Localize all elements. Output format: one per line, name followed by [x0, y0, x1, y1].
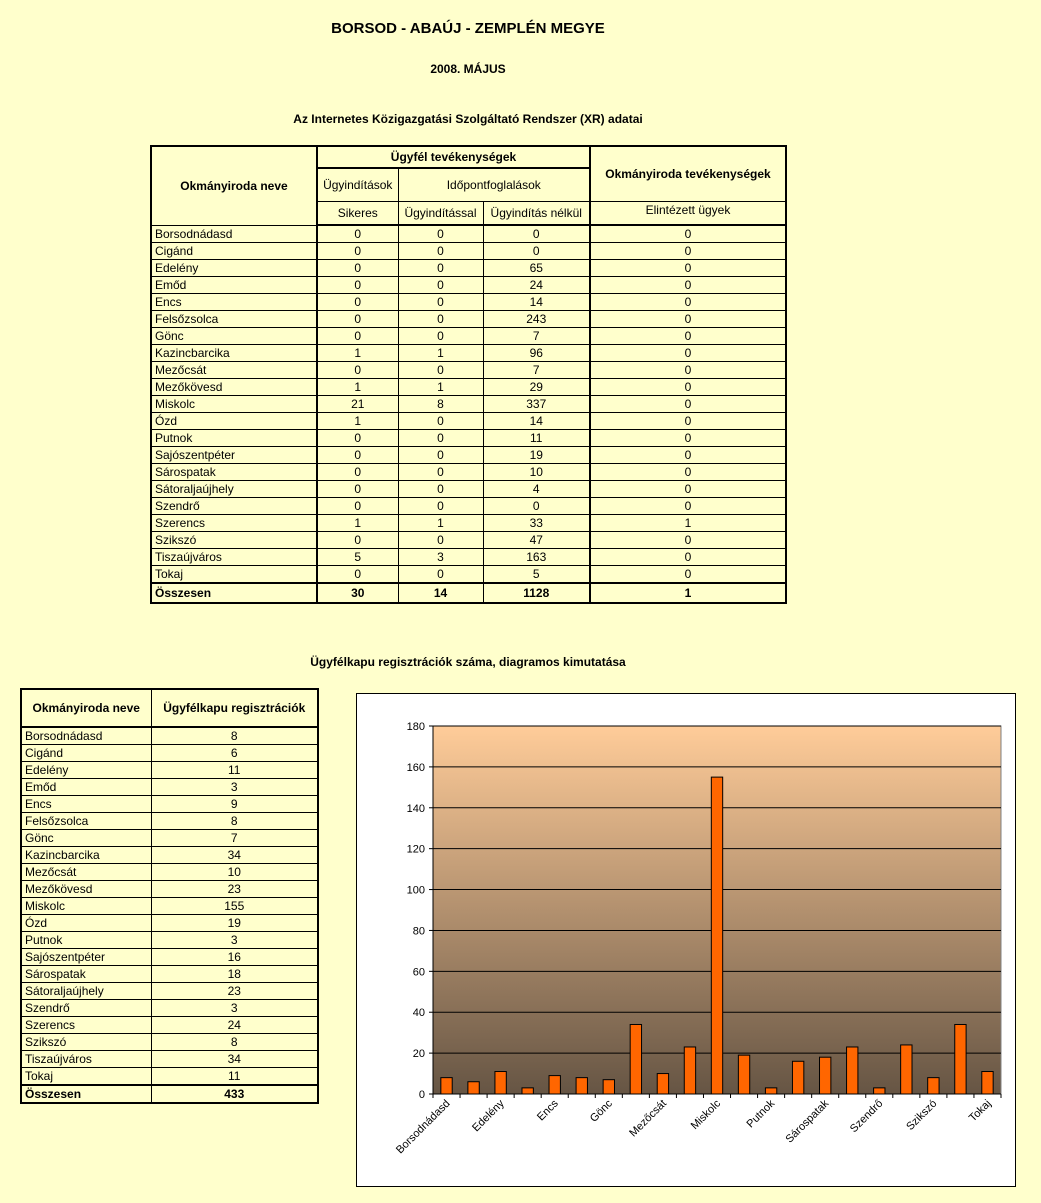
bar-Sárospatak: [820, 1057, 831, 1094]
reg-office-cell: Miskolc: [21, 898, 151, 915]
table-row: [151, 498, 786, 515]
completed-cell: 0: [590, 225, 786, 243]
successful-cell: 0: [317, 498, 398, 515]
office-name-cell: Szendrő: [151, 498, 317, 515]
bar-Kazincbarcika: [630, 1024, 641, 1094]
completed-cell: 0: [590, 345, 786, 362]
reg-office-cell: Edelény: [21, 762, 151, 779]
bar-Ózd: [738, 1055, 749, 1094]
with-submission-cell: 3: [398, 549, 483, 566]
table-row: [21, 898, 318, 915]
without-submission-cell: 14: [483, 294, 590, 311]
bar-Borsodnádasd: [441, 1078, 452, 1094]
reg-office-cell: Szendrő: [21, 1000, 151, 1017]
table-row: [21, 727, 318, 745]
successful-cell: 0: [317, 294, 398, 311]
successful-cell: 0: [317, 277, 398, 294]
completed-cell: 0: [590, 294, 786, 311]
reg-count-cell: 18: [151, 966, 318, 983]
reg-office-cell: Putnok: [21, 932, 151, 949]
without-submission-cell: 14: [483, 413, 590, 430]
with-submission-cell: 0: [398, 566, 483, 584]
reg-count-cell: 34: [151, 847, 318, 864]
reg-count-cell: 34: [151, 1051, 318, 1068]
without-submission-cell: 47: [483, 532, 590, 549]
reg-office-cell: Tiszaújváros: [21, 1051, 151, 1068]
reg-total-label: Összesen: [21, 1085, 151, 1103]
without-submission-cell: 163: [483, 549, 590, 566]
reg-total-value: 433: [151, 1085, 318, 1103]
without-submission-cell: 0: [483, 243, 590, 260]
successful-cell: 0: [317, 464, 398, 481]
office-name-cell: Szerencs: [151, 515, 317, 532]
office-name-cell: Felsőzsolca: [151, 311, 317, 328]
successful-cell: 0: [317, 243, 398, 260]
table-row: [151, 225, 786, 243]
reg-count-cell: 11: [151, 762, 318, 779]
total-row: [151, 583, 786, 603]
xr-data-table: [150, 145, 787, 604]
office-name-cell: Kazincbarcika: [151, 345, 317, 362]
xr-table-body: [151, 225, 786, 603]
bar-Sajószentpéter: [792, 1061, 803, 1094]
y-axis: [407, 721, 433, 1101]
reg-count-cell: 155: [151, 898, 318, 915]
completed-cell: 0: [590, 566, 786, 584]
reg-office-cell: Sátoraljaújhely: [21, 983, 151, 1000]
y-tick-label: 60: [412, 966, 425, 979]
y-tick-label: 80: [412, 925, 425, 938]
reg-office-cell: Mezőkövesd: [21, 881, 151, 898]
completed-cell: 0: [590, 549, 786, 566]
office-name-cell: Emőd: [151, 277, 317, 294]
successful-cell: 0: [317, 447, 398, 464]
with-submission-cell: 0: [398, 225, 483, 243]
reg-office-cell: Borsodnádasd: [21, 727, 151, 745]
table-row: [151, 515, 786, 532]
without-submission-cell: 65: [483, 260, 590, 277]
x-tick-label: Edelény: [470, 1097, 507, 1135]
table-row: [21, 779, 318, 796]
bar-Miskolc: [711, 777, 722, 1094]
bar-Szerencs: [901, 1045, 912, 1094]
table-row: [21, 932, 318, 949]
table-row: [151, 396, 786, 413]
office-name-cell: Miskolc: [151, 396, 317, 413]
with-submission-cell: 0: [398, 311, 483, 328]
reg-office-cell: Tokaj: [21, 1068, 151, 1086]
successful-cell: 0: [317, 225, 398, 243]
office-name-cell: Sátoraljaújhely: [151, 481, 317, 498]
reg-count-cell: 8: [151, 813, 318, 830]
successful-cell: 0: [317, 430, 398, 447]
table-row: [21, 966, 318, 983]
office-name-cell: Mezőkövesd: [151, 379, 317, 396]
with-submission-cell: 0: [398, 413, 483, 430]
completed-cell: 0: [590, 413, 786, 430]
office-name-cell: Edelény: [151, 260, 317, 277]
successful-cell: 1: [317, 345, 398, 362]
with-submission-cell: 0: [398, 243, 483, 260]
completed-cell: 0: [590, 396, 786, 413]
county-title: BORSOD - ABAÚJ - ZEMPLÉN MEGYE: [331, 20, 605, 37]
completed-cell: 0: [590, 481, 786, 498]
without-submission-cell: 24: [483, 277, 590, 294]
bar-Szendrő: [874, 1088, 885, 1094]
bar-chart: [357, 694, 1015, 1186]
table-row: [21, 864, 318, 881]
bar-Mezőcsát: [657, 1074, 668, 1094]
table-row: [21, 796, 318, 813]
table-row: [151, 566, 786, 584]
without-submission-cell: 0: [483, 225, 590, 243]
period-title: 2008. MÁJUS: [430, 62, 506, 76]
with-submission-cell: 0: [398, 328, 483, 345]
reg-table-body: [21, 727, 318, 1103]
table-row: [151, 311, 786, 328]
reg-count-cell: 11: [151, 1068, 318, 1086]
x-tick-label: Putnok: [744, 1097, 778, 1131]
with-submission-cell: 0: [398, 447, 483, 464]
table-row: [151, 532, 786, 549]
total-row: [21, 1085, 318, 1103]
table-row: [151, 481, 786, 498]
reg-office-cell: Ózd: [21, 915, 151, 932]
completed-header: Elintézett ügyek: [590, 202, 786, 226]
reg-count-cell: 6: [151, 745, 318, 762]
table-row: [21, 949, 318, 966]
table-row: [21, 813, 318, 830]
without-submission-cell: 243: [483, 311, 590, 328]
table-row: [151, 294, 786, 311]
with-submission-cell: 8: [398, 396, 483, 413]
with-submission-header: Ügyindítással: [398, 202, 483, 226]
table-row: [21, 1051, 318, 1068]
reg-count-header: Ügyfélkapu regisztrációk: [151, 689, 318, 727]
with-submission-cell: 0: [398, 481, 483, 498]
without-submission-cell: 7: [483, 362, 590, 379]
successful-cell: 0: [317, 311, 398, 328]
x-tick-label: Sárospatak: [783, 1097, 832, 1146]
appointments-header: Időpontfoglalások: [398, 168, 590, 202]
bar-Edelény: [495, 1072, 506, 1094]
reg-office-cell: Sárospatak: [21, 966, 151, 983]
reg-office-cell: Sajószentpéter: [21, 949, 151, 966]
reg-office-header: Okmányiroda neve: [21, 689, 151, 727]
total-with-submission-cell: 14: [398, 583, 483, 603]
with-submission-cell: 1: [398, 379, 483, 396]
completed-cell: 0: [590, 362, 786, 379]
table-row: [21, 830, 318, 847]
x-tick-label: Szendrő: [847, 1097, 886, 1136]
reg-count-cell: 3: [151, 932, 318, 949]
with-submission-cell: 0: [398, 464, 483, 481]
table-row: [21, 881, 318, 898]
registrations-table: [20, 688, 319, 1104]
completed-cell: 0: [590, 243, 786, 260]
x-tick-label: Encs: [535, 1097, 561, 1124]
without-submission-cell: 10: [483, 464, 590, 481]
table-row: [21, 1000, 318, 1017]
office-name-cell: Borsodnádasd: [151, 225, 317, 243]
office-name-cell: Gönc: [151, 328, 317, 345]
without-submission-cell: 11: [483, 430, 590, 447]
completed-cell: 0: [590, 532, 786, 549]
reg-count-cell: 10: [151, 864, 318, 881]
with-submission-cell: 0: [398, 294, 483, 311]
table-row: [151, 430, 786, 447]
successful-cell: 1: [317, 413, 398, 430]
table-row: [151, 447, 786, 464]
without-submission-cell: 33: [483, 515, 590, 532]
y-tick-label: 140: [406, 802, 425, 815]
completed-cell: 0: [590, 260, 786, 277]
office-name-cell: Putnok: [151, 430, 317, 447]
without-submission-cell: 337: [483, 396, 590, 413]
office-name-cell: Ózd: [151, 413, 317, 430]
office-activities-header: Okmányiroda tevékenységek: [590, 146, 786, 202]
office-name-cell: Sajószentpéter: [151, 447, 317, 464]
table-row: [151, 413, 786, 430]
office-name-cell: Sárospatak: [151, 464, 317, 481]
reg-count-cell: 3: [151, 1000, 318, 1017]
table-row: [151, 243, 786, 260]
reg-count-cell: 3: [151, 779, 318, 796]
y-tick-label: 20: [412, 1048, 425, 1061]
completed-cell: 0: [590, 277, 786, 294]
table-row: [151, 379, 786, 396]
reg-office-cell: Mezőcsát: [21, 864, 151, 881]
table-row: [21, 915, 318, 932]
bar-Emőd: [522, 1088, 533, 1094]
table-row: [21, 1034, 318, 1051]
reg-office-cell: Cigánd: [21, 745, 151, 762]
completed-cell: 0: [590, 447, 786, 464]
x-tick-label: Miskolc: [688, 1097, 724, 1133]
client-activities-header: Ügyfél tevékenységek: [317, 146, 590, 168]
without-submission-cell: 4: [483, 481, 590, 498]
y-tick-label: 40: [412, 1007, 425, 1020]
y-tick-label: 0: [418, 1089, 425, 1101]
successful-cell: 5: [317, 549, 398, 566]
bar-Tiszaújváros: [955, 1024, 966, 1094]
reg-count-cell: 23: [151, 983, 318, 1000]
successful-cell: 0: [317, 328, 398, 345]
reg-office-cell: Szikszó: [21, 1034, 151, 1051]
without-submission-header: Ügyindítás nélkül: [483, 202, 590, 226]
bar-Felsőzsolca: [576, 1078, 587, 1094]
table-row: [151, 328, 786, 345]
without-submission-cell: 29: [483, 379, 590, 396]
table-row: [151, 260, 786, 277]
office-name-cell: Tokaj: [151, 566, 317, 584]
x-tick-label: Mezőcsát: [627, 1097, 670, 1140]
reg-office-cell: Encs: [21, 796, 151, 813]
reg-count-cell: 16: [151, 949, 318, 966]
completed-cell: 0: [590, 379, 786, 396]
reg-count-cell: 9: [151, 796, 318, 813]
xr-table-title: Az Internetes Közigazgatási Szolgáltató Rendszer (XR) adatai: [293, 112, 643, 126]
total-completed-cell: 1: [590, 583, 786, 603]
reg-count-cell: 8: [151, 727, 318, 745]
with-submission-cell: 0: [398, 430, 483, 447]
office-name-header: Okmányiroda neve: [151, 146, 317, 225]
chart-area: [356, 693, 1016, 1187]
bar-Sátoraljaújhely: [847, 1047, 858, 1094]
x-tick-label: Borsodnádasd: [393, 1097, 453, 1157]
successful-cell: 0: [317, 362, 398, 379]
x-tick-label: Tokaj: [966, 1097, 994, 1125]
y-tick-label: 120: [406, 843, 425, 856]
table-row: [151, 277, 786, 294]
with-submission-cell: 0: [398, 260, 483, 277]
reg-office-cell: Szerencs: [21, 1017, 151, 1034]
completed-cell: 0: [590, 430, 786, 447]
table-row: [21, 1068, 318, 1086]
reg-office-cell: Felsőzsolca: [21, 813, 151, 830]
reg-count-cell: 23: [151, 881, 318, 898]
without-submission-cell: 7: [483, 328, 590, 345]
reg-count-cell: 24: [151, 1017, 318, 1034]
chart-section-title: Ügyfélkapu regisztrációk száma, diagramos kimutatása: [310, 655, 626, 669]
bar-Encs: [549, 1076, 560, 1094]
successful-cell: 1: [317, 515, 398, 532]
with-submission-cell: 0: [398, 362, 483, 379]
completed-cell: 0: [590, 464, 786, 481]
reg-office-cell: Kazincbarcika: [21, 847, 151, 864]
x-tick-label: Szikszó: [904, 1097, 940, 1133]
completed-cell: 0: [590, 498, 786, 515]
office-name-cell: Mezőcsát: [151, 362, 317, 379]
successful-cell: 0: [317, 532, 398, 549]
reg-count-cell: 19: [151, 915, 318, 932]
successful-cell: 0: [317, 566, 398, 584]
successful-cell: 0: [317, 260, 398, 277]
table-row: [151, 549, 786, 566]
total-successful-cell: 30: [317, 583, 398, 603]
without-submission-cell: 5: [483, 566, 590, 584]
total-without-submission-cell: 1128: [483, 583, 590, 603]
table-row: [21, 1017, 318, 1034]
table-row: [21, 983, 318, 1000]
submissions-header: Ügyindítások: [317, 168, 398, 202]
bar-Mezőkövesd: [684, 1047, 695, 1094]
office-name-cell: Tiszaújváros: [151, 549, 317, 566]
reg-count-cell: 7: [151, 830, 318, 847]
with-submission-cell: 1: [398, 515, 483, 532]
table-row: [151, 362, 786, 379]
completed-cell: 0: [590, 311, 786, 328]
bar-Cigánd: [468, 1082, 479, 1094]
with-submission-cell: 1: [398, 345, 483, 362]
bar-Tokaj: [982, 1072, 993, 1094]
completed-cell: 0: [590, 328, 786, 345]
without-submission-cell: 0: [483, 498, 590, 515]
bar-Szikszó: [928, 1078, 939, 1094]
with-submission-cell: 0: [398, 498, 483, 515]
y-tick-label: 160: [406, 761, 425, 774]
successful-cell: 21: [317, 396, 398, 413]
office-name-cell: Encs: [151, 294, 317, 311]
without-submission-cell: 96: [483, 345, 590, 362]
successful-cell: 1: [317, 379, 398, 396]
table-row: [151, 464, 786, 481]
without-submission-cell: 19: [483, 447, 590, 464]
reg-count-cell: 8: [151, 1034, 318, 1051]
total-label: Összesen: [151, 583, 317, 603]
office-name-cell: Cigánd: [151, 243, 317, 260]
completed-cell: 1: [590, 515, 786, 532]
table-row: [21, 762, 318, 779]
bar-Gönc: [603, 1080, 614, 1094]
with-submission-cell: 0: [398, 277, 483, 294]
with-submission-cell: 0: [398, 532, 483, 549]
reg-office-cell: Emőd: [21, 779, 151, 796]
table-row: [151, 345, 786, 362]
bar-Putnok: [765, 1088, 776, 1094]
table-row: [21, 745, 318, 762]
successful-header: Sikeres: [317, 202, 398, 226]
y-tick-label: 100: [406, 884, 425, 897]
x-axis: [394, 1094, 1001, 1156]
reg-office-cell: Gönc: [21, 830, 151, 847]
office-name-cell: Szikszó: [151, 532, 317, 549]
table-row: [21, 847, 318, 864]
x-tick-label: Gönc: [587, 1097, 615, 1125]
successful-cell: 0: [317, 481, 398, 498]
y-tick-label: 180: [406, 721, 425, 733]
